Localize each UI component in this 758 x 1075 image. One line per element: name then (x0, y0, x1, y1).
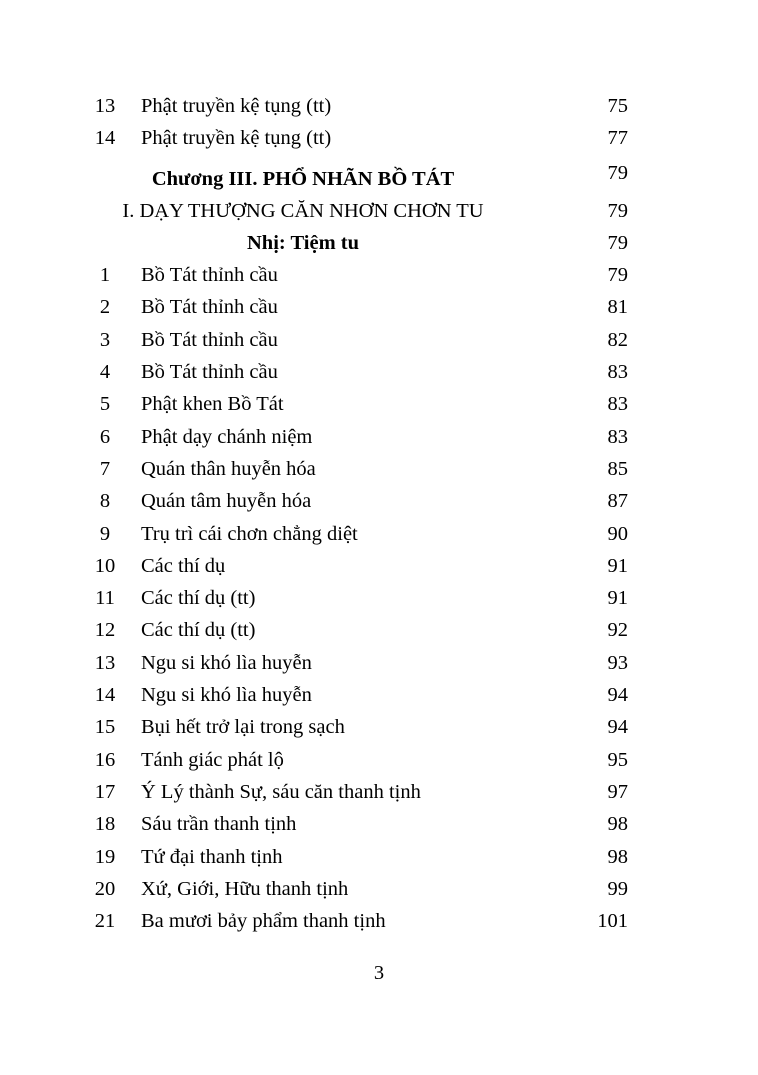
toc-entry-title: Sáu trần thanh tịnh (141, 813, 297, 836)
toc-entry-title: Quán tâm huyễn hóa (141, 490, 312, 513)
toc-entry-number: 20 (94, 877, 116, 900)
toc-entry-page: 98 (607, 813, 628, 836)
toc-entry-number: 14 (94, 684, 116, 707)
toc-entry-number: 2 (99, 296, 111, 319)
toc-entry-page: 90 (607, 522, 628, 545)
toc-entry-number: 11 (95, 587, 115, 610)
toc-row (0, 259, 758, 291)
toc-row (0, 550, 758, 582)
toc-entry-number: 5 (99, 393, 111, 416)
toc-entry-title: Bồ Tát thỉnh cầu (141, 264, 278, 287)
toc-entry-page: 79 (607, 161, 628, 184)
toc-entry-title: Phật truyền kệ tụng (tt) (141, 127, 332, 150)
page-number: 3 (373, 962, 385, 984)
toc-row (0, 485, 758, 517)
toc-entry-number: 12 (94, 619, 116, 642)
toc-entry-title: Bồ Tát thỉnh cầu (141, 328, 278, 351)
toc-entry-title: Xứ, Giới, Hữu thanh tịnh (141, 877, 349, 900)
toc-row (0, 614, 758, 646)
toc-entry-number: 21 (94, 910, 116, 933)
toc-entry-page: 83 (607, 425, 628, 448)
toc-row (0, 647, 758, 679)
toc-entry-page: 93 (607, 651, 628, 674)
toc-entry-title: Tánh giác phát lộ (141, 748, 284, 771)
toc-entry-page: 97 (607, 780, 628, 803)
toc-entry-number: 7 (99, 457, 111, 480)
toc-entry-title: Các thí dụ (tt) (141, 619, 256, 642)
toc-entry-title: Ngu si khó lìa huyễn (141, 684, 312, 707)
toc-entry-page: 75 (607, 95, 628, 117)
section-title: I. DẠY THƯỢNG CĂN NHƠN CHƠN TU (122, 199, 484, 222)
toc-row (0, 679, 758, 711)
toc-row (0, 90, 758, 122)
toc-entry-title: Ngu si khó lìa huyễn (141, 651, 312, 674)
toc-row (0, 776, 758, 808)
toc-entry-number: 10 (94, 554, 116, 577)
toc-entry-title: Các thí dụ (tt) (141, 587, 256, 610)
toc-entry-page: 77 (607, 127, 628, 150)
toc-entry-page: 92 (607, 619, 628, 642)
toc-entry-number: 19 (94, 845, 116, 868)
toc-entry-page: 82 (607, 328, 628, 351)
toc-entry-page: 95 (607, 748, 628, 771)
toc-entry-title: Các thí dụ (141, 554, 226, 577)
subsection-title: Nhị: Tiệm tu (246, 231, 359, 254)
toc-subsection-heading (0, 227, 758, 259)
toc-entry-number: 13 (94, 651, 116, 674)
toc-entry-page: 81 (607, 296, 628, 319)
toc-row (0, 582, 758, 614)
table-of-contents (0, 90, 758, 937)
toc-row (0, 744, 758, 776)
toc-row (0, 421, 758, 453)
toc-entry-page: 98 (607, 845, 628, 868)
toc-entry-number: 16 (94, 748, 116, 771)
toc-entry-title: Phật khen Bồ Tát (141, 393, 284, 416)
toc-entry-page: 79 (607, 231, 628, 254)
toc-entry-number: 13 (94, 95, 116, 117)
toc-row (0, 518, 758, 550)
toc-entry-page: 87 (607, 490, 628, 513)
toc-entry-page: 94 (607, 684, 628, 707)
toc-entry-number: 17 (94, 780, 116, 803)
toc-entry-title: Bồ Tát thỉnh cầu (141, 361, 278, 384)
toc-entry-page: 101 (597, 910, 628, 933)
toc-row (0, 356, 758, 388)
toc-entry-page: 99 (607, 877, 628, 900)
toc-row (0, 388, 758, 420)
toc-entry-page: 79 (607, 264, 628, 287)
toc-entry-page: 91 (607, 554, 628, 577)
toc-entry-title: Ý Lý thành Sự, sáu căn thanh tịnh (141, 780, 421, 803)
toc-entry-number: 9 (99, 522, 111, 545)
toc-entry-number: 18 (94, 813, 116, 836)
toc-row (0, 841, 758, 873)
toc-entry-title: Ba mươi bảy phẩm thanh tịnh (141, 910, 386, 933)
chapter-title: Chương III. PHỔ NHÃN BỒ TÁT (151, 167, 455, 190)
toc-entry-page: 83 (607, 393, 628, 416)
toc-row (0, 324, 758, 356)
toc-entry-page: 79 (607, 199, 628, 222)
toc-entry-title: Quán thân huyễn hóa (141, 457, 316, 480)
toc-entry-title: Bồ Tát thỉnh cầu (141, 296, 278, 319)
toc-entry-title: Trụ trì cái chơn chẳng diệt (141, 522, 358, 545)
toc-entry-page: 91 (607, 587, 628, 610)
toc-row (0, 808, 758, 840)
toc-row (0, 873, 758, 905)
toc-entry-number: 4 (99, 361, 111, 384)
toc-entry-number: 14 (94, 127, 116, 150)
toc-row (0, 122, 758, 154)
toc-entry-page: 83 (607, 361, 628, 384)
toc-entry-title: Phật truyền kệ tụng (tt) (141, 95, 332, 117)
toc-row (0, 291, 758, 323)
toc-entry-number: 1 (99, 264, 111, 287)
toc-entry-number: 3 (99, 328, 111, 351)
toc-entry-number: 6 (99, 425, 111, 448)
toc-entry-number: 15 (94, 716, 116, 739)
toc-chapter-heading (0, 155, 758, 195)
toc-row (0, 905, 758, 937)
toc-entry-page: 85 (607, 457, 628, 480)
toc-section-heading (0, 195, 758, 227)
toc-entry-title: Phật dạy chánh niệm (141, 425, 313, 448)
toc-entry-number: 8 (99, 490, 111, 513)
toc-entry-title: Bụi hết trở lại trong sạch (141, 716, 345, 739)
toc-row (0, 453, 758, 485)
toc-row (0, 711, 758, 743)
toc-entry-title: Tứ đại thanh tịnh (141, 845, 283, 868)
toc-entry-page: 94 (607, 716, 628, 739)
